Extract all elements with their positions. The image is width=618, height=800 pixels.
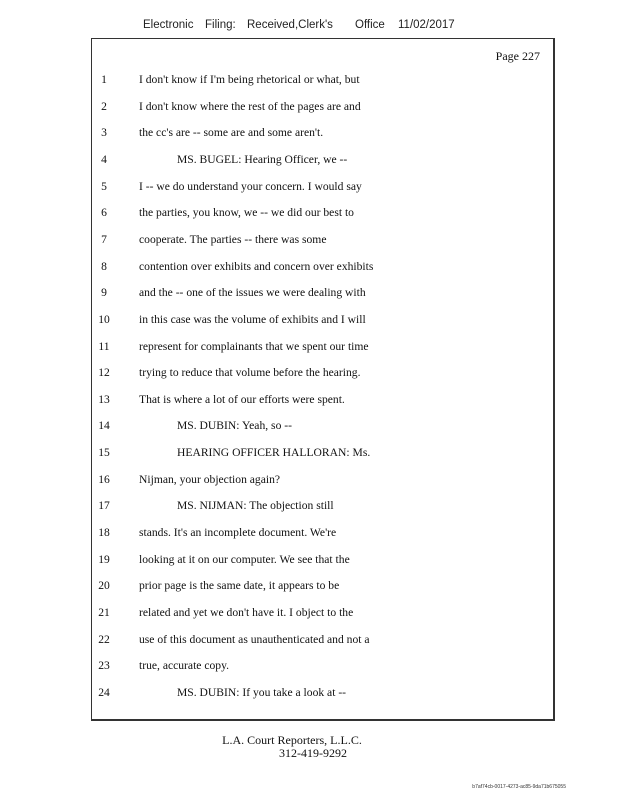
line-number: 23: [98, 659, 110, 673]
line-number: 22: [98, 632, 110, 646]
footer-company: L.A. Court Reporters, L.L.C.: [222, 733, 362, 747]
transcript-line: [0, 659, 618, 677]
line-text: use of this document as unauthenticated and not a: [139, 632, 370, 646]
line-number: 18: [98, 526, 110, 539]
line-text: related and yet we don't have it. I object to the: [139, 606, 354, 619]
line-text: That is where a lot of our efforts were spent.: [139, 392, 345, 406]
transcript-line: [0, 553, 618, 571]
line-text: prior page is the same date, it appears to be: [139, 579, 340, 593]
transcript-line: [0, 153, 618, 171]
line-number: 15: [98, 446, 110, 460]
line-number: 14: [98, 419, 110, 433]
line-number: 16: [98, 472, 110, 486]
header-filing: Filing:: [205, 19, 236, 31]
line-text: the parties, you know, we -- we did our best to: [139, 206, 354, 220]
line-text: MS. BUGEL: Hearing Officer, we --: [177, 152, 348, 166]
line-number: 20: [98, 579, 110, 593]
line-text: Nijman, your objection again?: [139, 472, 281, 486]
line-text: trying to reduce that volume before the hearing.: [139, 366, 361, 380]
line-number: 8: [101, 259, 107, 273]
document-id: b7af74cb-0017-4273-ac85-9da71b675055: [472, 784, 566, 790]
line-text: in this case was the volume of exhibits and I will: [139, 312, 366, 326]
transcript-line: [0, 340, 618, 358]
transcript-line: [0, 579, 618, 597]
line-text: and the -- one of the issues we were dealing with: [139, 286, 366, 300]
line-number: 17: [98, 499, 110, 513]
transcript-line: [0, 206, 618, 224]
line-number: 6: [101, 206, 107, 220]
header-electronic: Electronic: [143, 19, 194, 31]
footer-phone: 312-419-9292: [279, 746, 347, 760]
transcript-line: [0, 313, 618, 331]
transcript-line: [0, 606, 618, 624]
line-number: 10: [98, 312, 110, 326]
line-number: 1: [101, 73, 107, 86]
line-text: MS. DUBIN: Yeah, so --: [177, 419, 292, 433]
line-text: true, accurate copy.: [139, 659, 230, 673]
line-text: MS. DUBIN: If you take a look at --: [177, 685, 347, 699]
line-text: represent for complainants that we spent our time: [139, 339, 369, 353]
line-number: 13: [98, 392, 110, 406]
line-number: 3: [101, 126, 107, 140]
transcript-line: [0, 499, 618, 517]
line-text: I don't know where the rest of the pages are and: [139, 99, 361, 113]
line-number: 9: [101, 286, 107, 300]
line-text: looking at it on our computer. We see that the: [139, 552, 350, 566]
transcript-line: [0, 393, 618, 411]
line-number: 24: [98, 685, 110, 699]
line-text: I -- we do understand your concern. I would say: [139, 179, 362, 193]
line-number: 5: [101, 179, 107, 193]
line-text: HEARING OFFICER HALLORAN: Ms.: [177, 446, 371, 460]
header-office: Office: [355, 19, 385, 31]
transcript-line: [0, 286, 618, 304]
line-number: 7: [101, 232, 107, 246]
line-number: 11: [98, 339, 110, 353]
line-number: 12: [98, 366, 110, 380]
transcript-line: [0, 126, 618, 144]
transcript-line: [0, 526, 618, 544]
line-text: cooperate. The parties -- there was some: [139, 232, 327, 246]
page-number: Page 227: [495, 49, 540, 63]
line-text: I don't know if I'm being rhetorical or what, but: [139, 73, 360, 86]
header-received: Received,Clerk's: [247, 19, 333, 31]
line-text: contention over exhibits and concern over exhibits: [139, 259, 374, 273]
line-text: MS. NIJMAN: The objection still: [177, 499, 334, 513]
transcript-line: [0, 686, 618, 704]
transcript-line: [0, 473, 618, 491]
line-number: 19: [98, 552, 110, 566]
transcript-line: [0, 419, 618, 437]
transcript-line: [0, 100, 618, 118]
transcript-line: [0, 233, 618, 251]
transcript-line: [0, 633, 618, 651]
line-text: the cc's are -- some are and some aren't.: [139, 126, 324, 140]
transcript-line: [0, 366, 618, 384]
header-date: 11/02/2017: [398, 19, 455, 31]
transcript-line: [0, 73, 618, 91]
line-number: 2: [101, 99, 107, 113]
transcript-line: [0, 260, 618, 278]
transcript-line: [0, 180, 618, 198]
line-text: stands. It's an incomplete document. We're: [139, 526, 337, 539]
line-number: 4: [101, 152, 107, 166]
transcript-line: [0, 446, 618, 464]
line-number: 21: [98, 606, 110, 619]
